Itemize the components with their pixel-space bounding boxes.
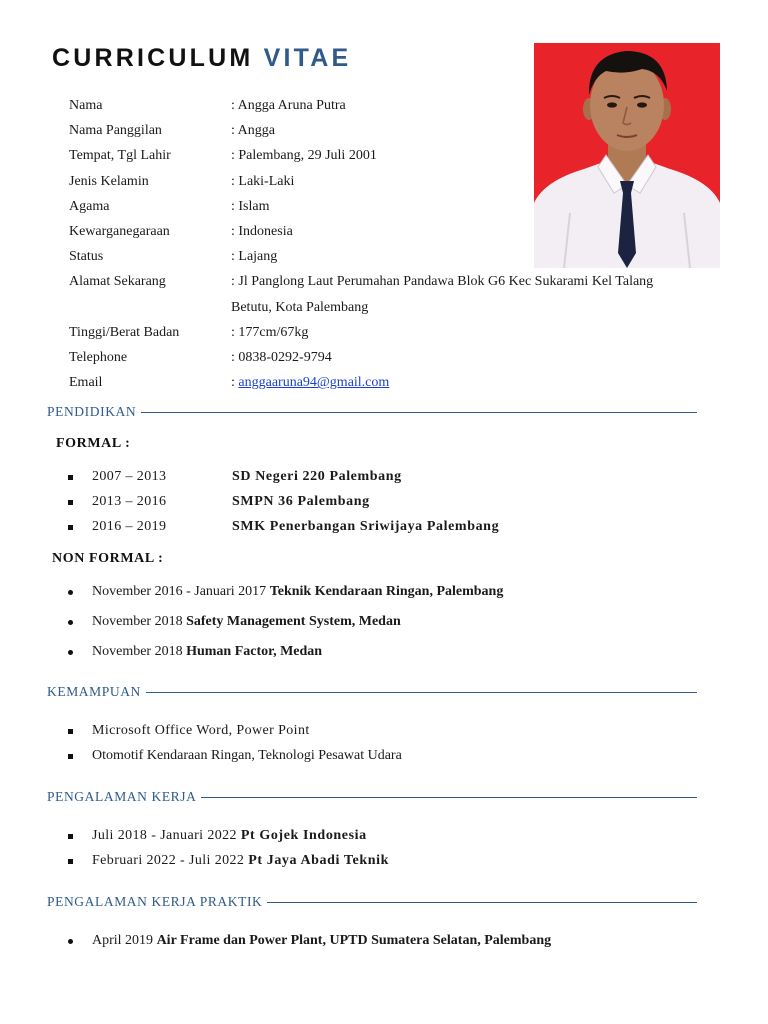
section-title: KEMAMPUAN [47,684,141,699]
round-bullet-icon [68,620,73,625]
section-pengalaman-heading [47,789,697,805]
list-item [68,494,370,510]
email-link[interactable]: anggaaruna94@gmail.com [238,375,390,391]
section-praktik-heading [47,894,697,910]
list-item [68,614,401,630]
info-label: Tempat, Tgl Lahir [69,148,171,164]
edu-school: SMPN 36 Palembang [232,494,370,509]
info-row-kewarganegaraan [69,219,709,244]
info-value: : 177cm/67kg [231,324,309,340]
info-value: : Islam [231,198,270,214]
info-label: Telephone [69,350,128,366]
info-value: : Laki-Laki [231,173,295,189]
square-bullet-icon [68,754,73,759]
square-bullet-icon [68,729,73,734]
title-part-2: VITAE [263,44,352,72]
info-row-nama-panggilan [69,118,709,143]
section-rule [201,797,697,798]
course-name: Human Factor, Medan [186,644,323,659]
internship-place: Air Frame dan Power Plant, UPTD Sumatera Selatan, Palembang [156,933,552,948]
address-line-1: : Jl Panglong Laut Perumahan Pandawa Blok G6 Kec Sukarami Kel Talang [231,274,654,290]
job-company: Pt Gojek Indonesia [240,828,367,843]
info-label: Kewarganegaraan [69,224,170,240]
skill-text: Otomotif Kendaraan Ringan, Teknologi Pesawat Udara [92,748,402,763]
info-label: Email [69,375,103,391]
info-label: Nama [69,98,103,113]
list-item [68,584,503,600]
info-value: : 0838-0292-9794 [231,350,332,366]
info-label: Status [69,249,104,265]
edu-years: 2007 – 2013 [92,469,167,484]
section-title: PENDIDIKAN [47,404,137,419]
skill-text: Microsoft Office Word, Power Point [92,723,310,738]
edu-school: SD Negeri 220 Palembang [232,469,402,484]
info-value: : Lajang [231,249,278,265]
address-line-2: Betutu, Kota Palembang [231,299,369,315]
round-bullet-icon [68,650,73,655]
square-bullet-icon [68,834,73,839]
square-bullet-icon [68,859,73,864]
job-date: Juli 2018 - Januari 2022 [92,828,241,843]
list-item [68,828,367,844]
section-title: PENGALAMAN KERJA [47,789,197,804]
info-row-alamat [69,269,709,319]
formal-label: FORMAL : [56,436,131,451]
course-date: November 2016 - Januari 2017 [92,584,270,599]
info-row-telephone [69,345,709,370]
info-row-email [69,370,709,395]
list-item [68,469,402,485]
list-item [68,519,499,535]
course-name: Safety Management System, Medan [186,614,401,629]
info-value: : Indonesia [231,224,293,240]
edu-school: SMK Penerbangan Sriwijaya Palembang [232,519,500,534]
info-row-agama [69,194,709,219]
section-rule [146,692,697,693]
info-value: : Palembang, 29 Juli 2001 [231,148,377,164]
list-item [68,644,322,660]
square-bullet-icon [68,475,73,480]
round-bullet-icon [68,939,73,944]
info-row-jenis-kelamin [69,169,709,194]
info-value: : Angga [231,123,275,139]
info-row-status [69,244,709,269]
email-prefix: : [231,375,239,391]
section-rule [141,412,697,413]
section-kemampuan-heading [47,684,697,700]
square-bullet-icon [68,500,73,505]
info-value [231,370,709,395]
info-label: Alamat Sekarang [69,274,166,290]
nonformal-label: NON FORMAL : [52,551,164,566]
course-date: November 2018 [92,614,187,629]
list-item [68,723,310,739]
section-rule [267,902,697,903]
page-title [52,44,351,73]
list-item [68,748,402,764]
section-pendidikan-heading [47,404,697,420]
personal-info [69,93,709,395]
square-bullet-icon [68,525,73,530]
round-bullet-icon [68,590,73,595]
info-value: : Angga Aruna Putra [231,98,346,113]
section-title: PENGALAMAN KERJA PRAKTIK [47,894,263,909]
info-value [231,269,709,319]
info-row-ttl [69,143,709,168]
job-date: Februari 2022 - Juli 2022 [92,853,249,868]
edu-years: 2016 – 2019 [92,519,167,534]
list-item [68,853,389,869]
edu-years: 2013 – 2016 [92,494,167,509]
internship-date: April 2019 [92,933,157,948]
info-row-tinggi-berat [69,320,709,345]
list-item [68,933,551,949]
info-label: Nama Panggilan [69,123,162,139]
course-date: November 2018 [92,644,187,659]
title-part-1: CURRICULUM [52,44,254,72]
info-label: Agama [69,198,110,214]
info-label: Tinggi/Berat Badan [69,324,180,340]
job-company: Pt Jaya Abadi Teknik [248,853,389,868]
info-row-nama [69,93,709,118]
course-name: Teknik Kendaraan Ringan, Palembang [269,584,504,599]
info-label: Jenis Kelamin [69,173,149,189]
